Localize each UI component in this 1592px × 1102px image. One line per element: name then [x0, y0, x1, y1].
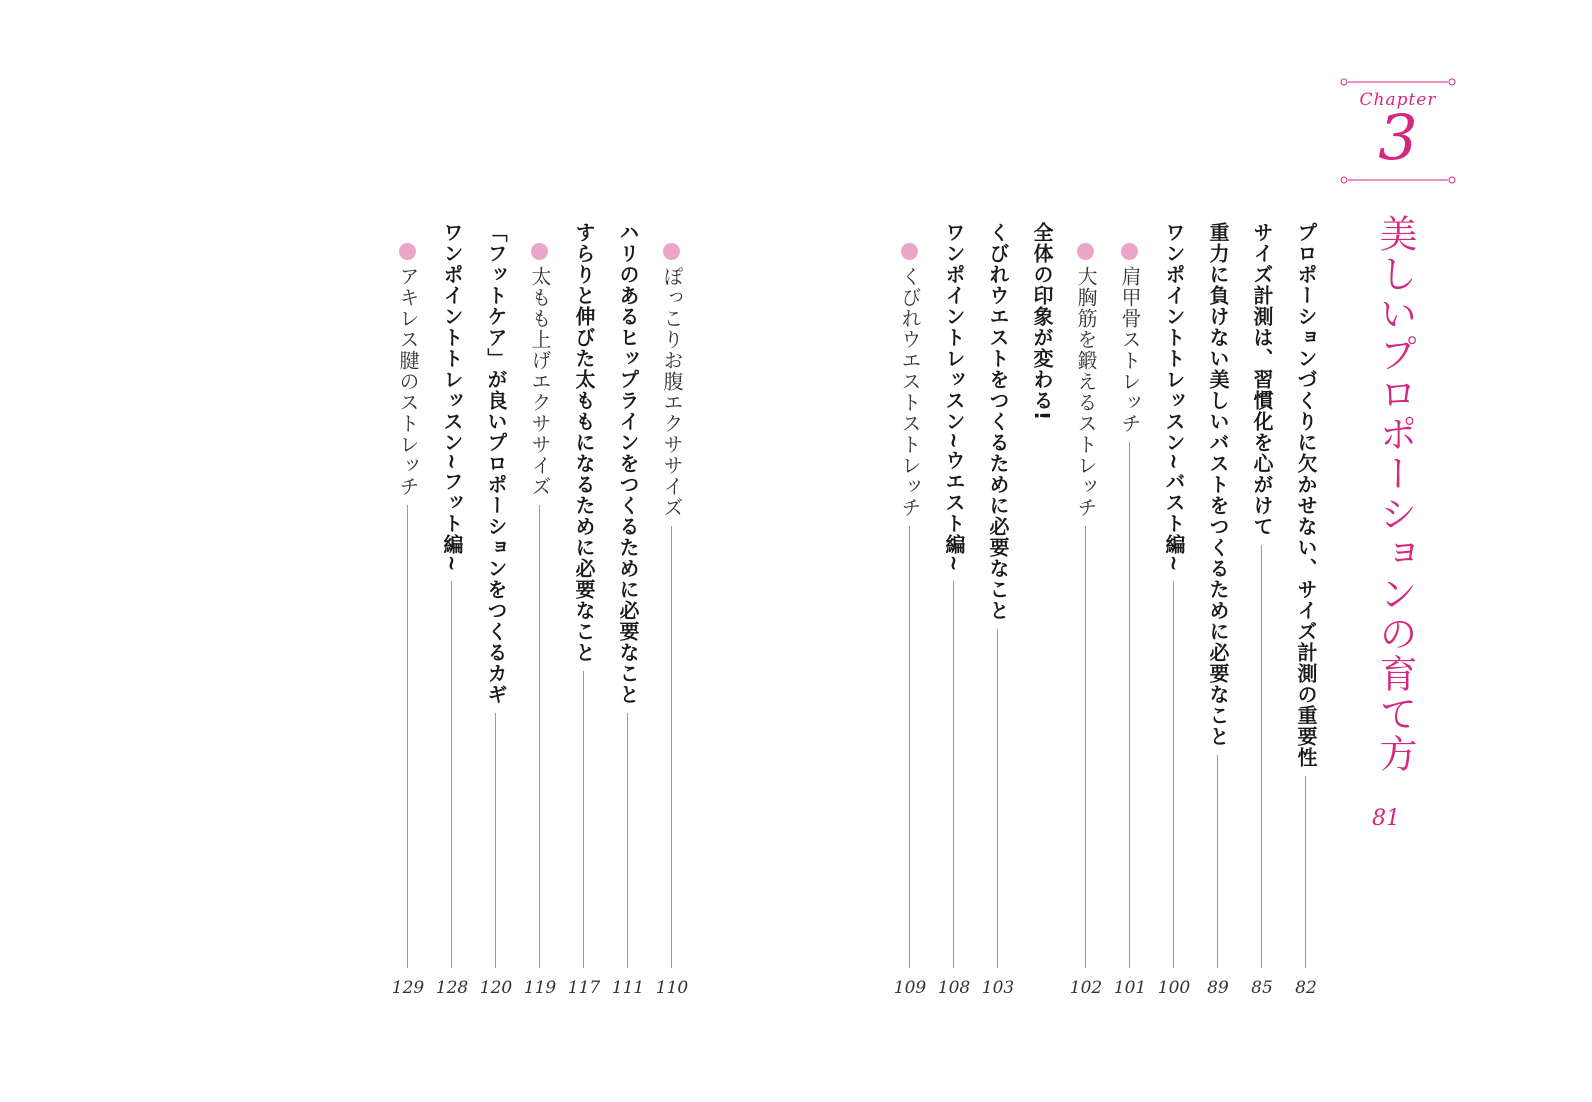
leader-line [997, 629, 998, 968]
entry-page-number: 101 [1113, 978, 1147, 998]
toc-entry[interactable] [655, 0, 689, 1102]
ornament-rule-bottom [1338, 174, 1458, 186]
leader-line [627, 713, 628, 968]
leader-line [451, 581, 452, 968]
toc-entry[interactable] [1289, 0, 1323, 1102]
leader-line [1085, 526, 1086, 968]
toc-entry[interactable] [523, 0, 557, 1102]
entry-title: アキレス腱のストレッチ [396, 266, 420, 497]
entry-page-number: 117 [567, 978, 601, 998]
leader-line [407, 505, 408, 968]
toc-entry[interactable] [611, 0, 645, 1102]
entry-page-number: 129 [391, 978, 425, 998]
leader-line [1129, 442, 1130, 968]
entry-page-number: 100 [1157, 978, 1191, 998]
leader-line [539, 505, 540, 968]
entry-title: 太もも上げエクササイズ [528, 266, 552, 497]
entry-page-number: 109 [893, 978, 927, 998]
leader-line [671, 526, 672, 968]
entry-page-number: 111 [611, 978, 645, 998]
toc-entry[interactable] [435, 0, 469, 1102]
entry-page-number: 108 [937, 978, 971, 998]
entry-title: 肩甲骨ストレッチ [1118, 266, 1142, 434]
entry-page-number: 102 [1069, 978, 1103, 998]
toc-entry[interactable] [1069, 0, 1103, 1102]
leader-line [1305, 776, 1306, 968]
leader-line [495, 713, 496, 968]
entry-title: プロポーションづくりに欠かせない、サイズ計測の重要性 [1294, 222, 1318, 768]
bullet-dot-icon [399, 243, 416, 260]
leader-line [1173, 581, 1174, 968]
entry-page-number: 82 [1295, 978, 1317, 998]
leader-line [1217, 755, 1218, 968]
entry-title: 「フットケア」が良いプロポーションをつくるカギ [484, 222, 508, 705]
entry-page-number: 85 [1251, 978, 1273, 998]
chapter-title: 美しいプロポーションの育て方 [1373, 214, 1417, 774]
toc-entry[interactable] [1113, 0, 1147, 1102]
toc-entry[interactable] [1245, 0, 1279, 1102]
entry-page-number: 128 [435, 978, 469, 998]
entry-title: すらりと伸びた太ももになるために必要なこと [572, 222, 596, 663]
entry-title: ハリのあるヒップラインをつくるために必要なこと [616, 222, 640, 705]
toc-entry[interactable] [1201, 0, 1235, 1102]
bullet-dot-icon [531, 243, 548, 260]
entry-page-number: 103 [981, 978, 1015, 998]
entry-title: ワンポイントレッスン~ウエスト編~ [942, 222, 966, 573]
ornament-rule-top [1338, 76, 1458, 88]
chapter-page-number: 81 [1372, 806, 1400, 831]
entry-title: ワンポイントトレッスン~フット編~ [440, 222, 464, 573]
entry-title: サイズ計測は、習慣化を心がけて [1250, 222, 1274, 537]
chapter-number: 3 [1378, 101, 1418, 174]
entry-page-number: 110 [655, 978, 689, 998]
entry-page-number: 89 [1207, 978, 1229, 998]
entry-title: くびれウエストをつくるために必要なこと [986, 222, 1010, 621]
toc-entry[interactable] [391, 0, 425, 1102]
entry-title: 全体の印象が変わる! [1030, 222, 1054, 422]
toc-entry[interactable] [981, 0, 1015, 1102]
bullet-dot-icon [1121, 243, 1138, 260]
entry-title: ワンポイントトレッスン~バスト編~ [1162, 222, 1186, 573]
chapter-badge [1338, 76, 1458, 188]
bullet-dot-icon [901, 243, 918, 260]
entry-page-number: 119 [523, 978, 557, 998]
toc-entry[interactable] [937, 0, 971, 1102]
entry-title: ぽっこりお腹エクササイズ [660, 266, 684, 518]
chapter-label: Chapter [1359, 90, 1437, 110]
entry-title: 重力に負けない美しいバストをつくるために必要なこと [1206, 222, 1230, 747]
toc-entry[interactable] [1025, 0, 1059, 1102]
bullet-dot-icon [1077, 243, 1094, 260]
leader-line [1261, 545, 1262, 968]
entry-title: くびれウエストストレッチ [898, 266, 922, 518]
leader-line [953, 581, 954, 968]
entry-page-number: 120 [479, 978, 513, 998]
leader-line [909, 526, 910, 968]
entry-title: 大胸筋を鍛えるストレッチ [1074, 266, 1098, 518]
toc-entry[interactable] [479, 0, 513, 1102]
toc-entry[interactable] [893, 0, 927, 1102]
toc-entry[interactable] [1157, 0, 1191, 1102]
leader-line [583, 671, 584, 968]
toc-entry[interactable] [567, 0, 601, 1102]
bullet-dot-icon [663, 243, 680, 260]
